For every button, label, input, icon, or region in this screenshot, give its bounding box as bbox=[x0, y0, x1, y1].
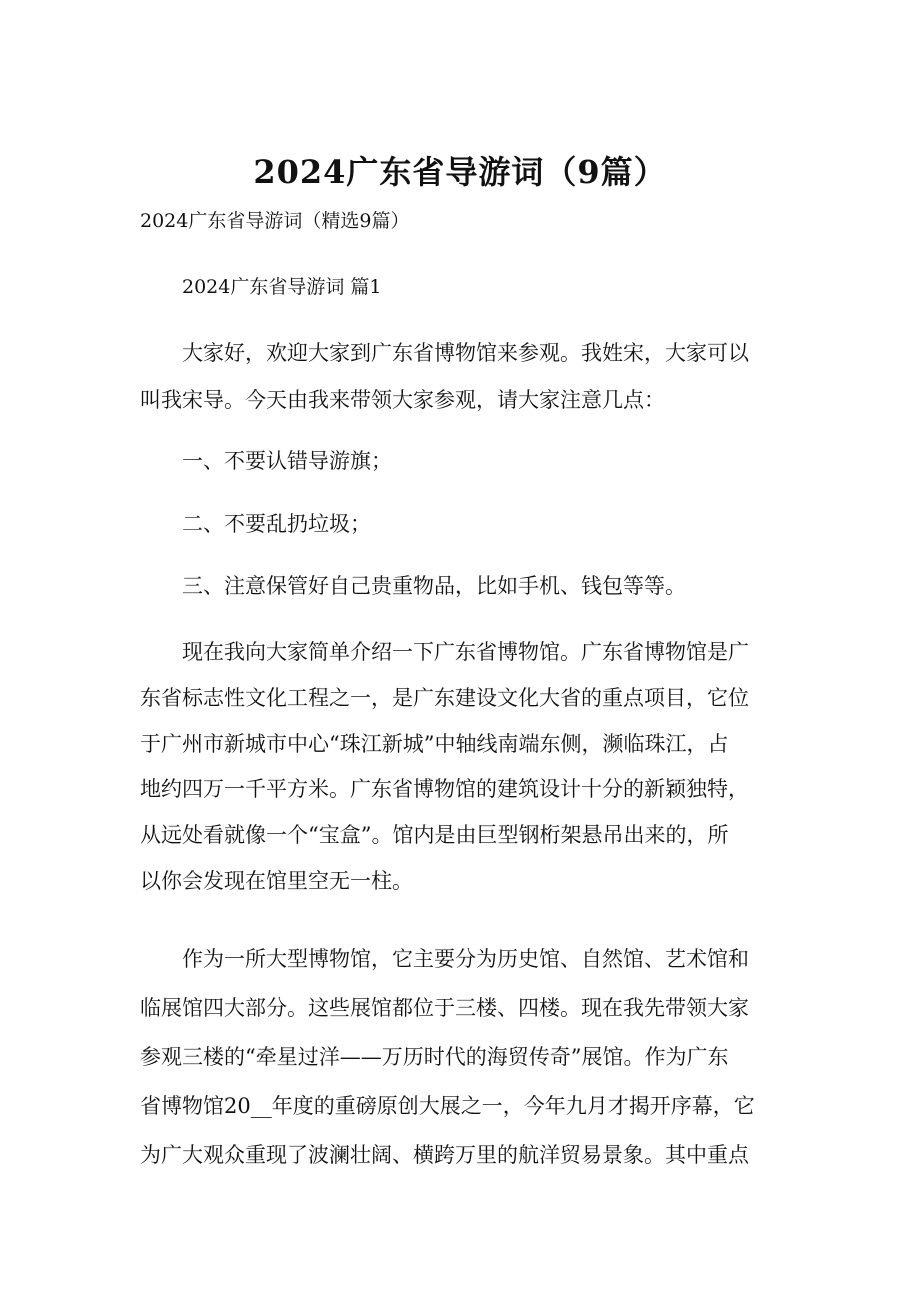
paragraph-line: 从远处看就像一个“宝盒”。馆内是由巨型钢桁架悬吊出来的，所 bbox=[140, 823, 729, 848]
list-item: 一、不要认错导游旗； bbox=[182, 449, 392, 473]
paragraph-line: 省博物馆20__年度的重磅原创大展之一，今年九月才揭开序幕，它 bbox=[140, 1094, 755, 1118]
paragraph-museum-intro bbox=[140, 630, 770, 905]
paragraph-line: 东省标志性文化工程之一，是广东建设文化大省的重点项目，它位 bbox=[140, 685, 749, 710]
section-heading: 2024广东省导游词 篇1 bbox=[182, 276, 382, 298]
list-item: 三、注意保管好自己贵重物品，比如手机、钱包等等。 bbox=[182, 574, 686, 598]
paragraph-greeting bbox=[140, 330, 770, 424]
paragraph-line: 参观三楼的“牵星过洋——万历时代的海贸传奇”展馆。作为广东 bbox=[140, 1045, 729, 1069]
paragraph-exhibit bbox=[140, 935, 770, 1180]
paragraph-line: 现在我向大家简单介绍一下广东省博物馆。广东省博物馆是广 bbox=[182, 640, 749, 664]
paragraph-line: 以你会发现在馆里空无一柱。 bbox=[140, 868, 413, 893]
list-item: 二、不要乱扔垃圾； bbox=[182, 512, 371, 536]
document-subtitle: 2024广东省导游词（精选9篇） bbox=[140, 210, 410, 232]
document-title: 2024广东省导游词（9篇） bbox=[253, 153, 667, 191]
paragraph-line: 大家好，欢迎大家到广东省博物馆来参观。我姓宋，大家可以 bbox=[182, 341, 749, 365]
paragraph-line: 临展馆四大部分。这些展馆都位于三楼、四楼。现在我先带领大家 bbox=[140, 996, 749, 1020]
paragraph-line: 地约四万一千平方米。广东省博物馆的建筑设计十分的新颖独特， bbox=[140, 777, 749, 802]
paragraph-line: 叫我宋导。今天由我来带领大家参观，请大家注意几点： bbox=[140, 388, 665, 412]
paragraph-line: 为广大观众重现了波澜壮阔、横跨万里的航洋贸易景象。其中重点 bbox=[140, 1143, 749, 1167]
paragraph-line: 作为一所大型博物馆，它主要分为历史馆、自然馆、艺术馆和 bbox=[182, 947, 749, 971]
paragraph-line: 于广州市新城市中心“珠江新城”中轴线南端东侧，濒临珠江，占 bbox=[140, 731, 729, 756]
